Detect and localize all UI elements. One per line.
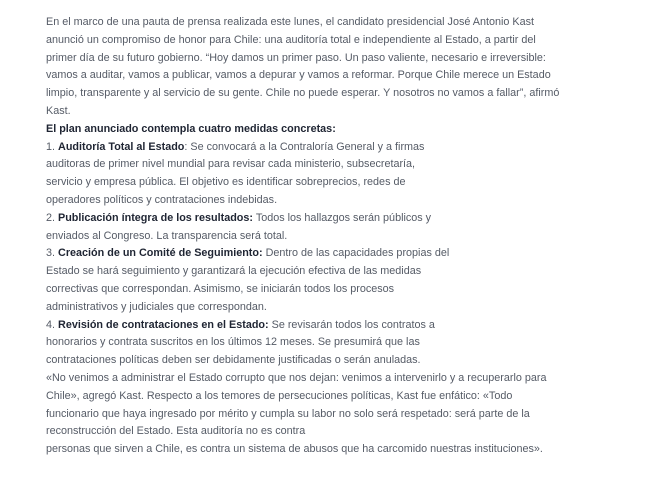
closing-line: Chile», agregó Kast. Respecto a los temores de persecuciones políticas, Kast fue enfático: «Todo [46, 389, 513, 402]
measure-text: Se convocará a la Contraloría General y a firmas [187, 140, 425, 153]
measure-number: 1. [46, 140, 56, 153]
intro-paragraph [46, 14, 636, 121]
closing-line: reconstrucción del Estado. Esta auditoría no es contra [46, 425, 306, 438]
plan-heading: El plan anunciado contempla cuatro medidas concretas: [46, 122, 336, 135]
measure-line: honorarios y contrata suscritos en los últimos 12 meses. Se presumirá que las [46, 336, 420, 349]
closing-line: «No venimos a administrar el Estado corrupto que nos dejan: venimos a intervenirlo y a recuperarlo para [46, 371, 547, 384]
measure-title: Creación de un Comité de Seguimiento: [58, 247, 263, 260]
measure-line: auditoras de primer nivel mundial para revisar cada ministerio, subsecretaría, [46, 158, 416, 171]
measure-item-1 [46, 139, 636, 210]
measure-number: 3. [46, 247, 56, 260]
measure-number: 2. [46, 211, 56, 224]
intro-line: anunció un compromiso de honor para Chile: una auditoría total e independiente al Estado, a partir del [46, 33, 536, 46]
closing-paragraph [46, 370, 636, 459]
measure-line: correctivas que correspondan. Asimismo, se iniciarán todos los procesos [46, 282, 395, 295]
measure-line: contrataciones políticas deben ser debidamente justificadas o serán anuladas. [46, 354, 421, 367]
measure-separator: : [184, 140, 188, 153]
measure-line: servicio y empresa pública. El objetivo es identificar sobreprecios, redes de [46, 176, 406, 189]
measure-title: Auditoría Total al Estado [58, 140, 185, 153]
intro-line: En el marco de una pauta de prensa realizada este lunes, el candidato presidencial José Antonio Kast [46, 16, 534, 28]
intro-line: vamos a auditar, vamos a publicar, vamos a depurar y vamos a reformar. Porque Chile merece un Estado [46, 69, 551, 82]
measure-line: Estado se hará seguimiento y garantizará la ejecución efectiva de las medidas [46, 265, 422, 278]
article-body [46, 14, 636, 459]
measure-number: 4. [46, 318, 56, 331]
measure-item-3 [46, 245, 636, 316]
measure-title: Revisión de contrataciones en el Estado: [58, 318, 269, 331]
measure-text: Se revisarán todos los contratos a [268, 318, 435, 331]
closing-line: personas que sirven a Chile, es contra un sistema de abusos que ha carcomido nuestras instituciones». [46, 443, 543, 456]
closing-line: funcionario que haya ingresado por mérito y cumpla su labor no solo será respetado: será parte de la [46, 407, 530, 420]
measure-text: Todos los hallazgos serán públicos y [253, 211, 432, 224]
intro-line: Kast. [46, 104, 71, 117]
measure-line: administrativos y judiciales que correspondan. [46, 300, 267, 313]
measure-text: Dentro de las capacidades propias del [262, 247, 450, 260]
intro-line: limpio, transparente y al servicio de su gente. Chile no puede esperar. Y nosotros no vamos a fallar”, afirmó [46, 87, 560, 100]
measure-line: operadores políticos y contrataciones indebidas. [46, 193, 278, 206]
intro-line: primer día de su futuro gobierno. “Hoy damos un primer paso. Un paso valiente, necesario e irreversible: [46, 51, 546, 64]
measure-line: enviados al Congreso. La transparencia será total. [46, 229, 288, 242]
measure-item-4 [46, 317, 636, 370]
measure-item-2 [46, 210, 636, 246]
measure-title: Publicación íntegra de los resultados: [58, 211, 254, 224]
